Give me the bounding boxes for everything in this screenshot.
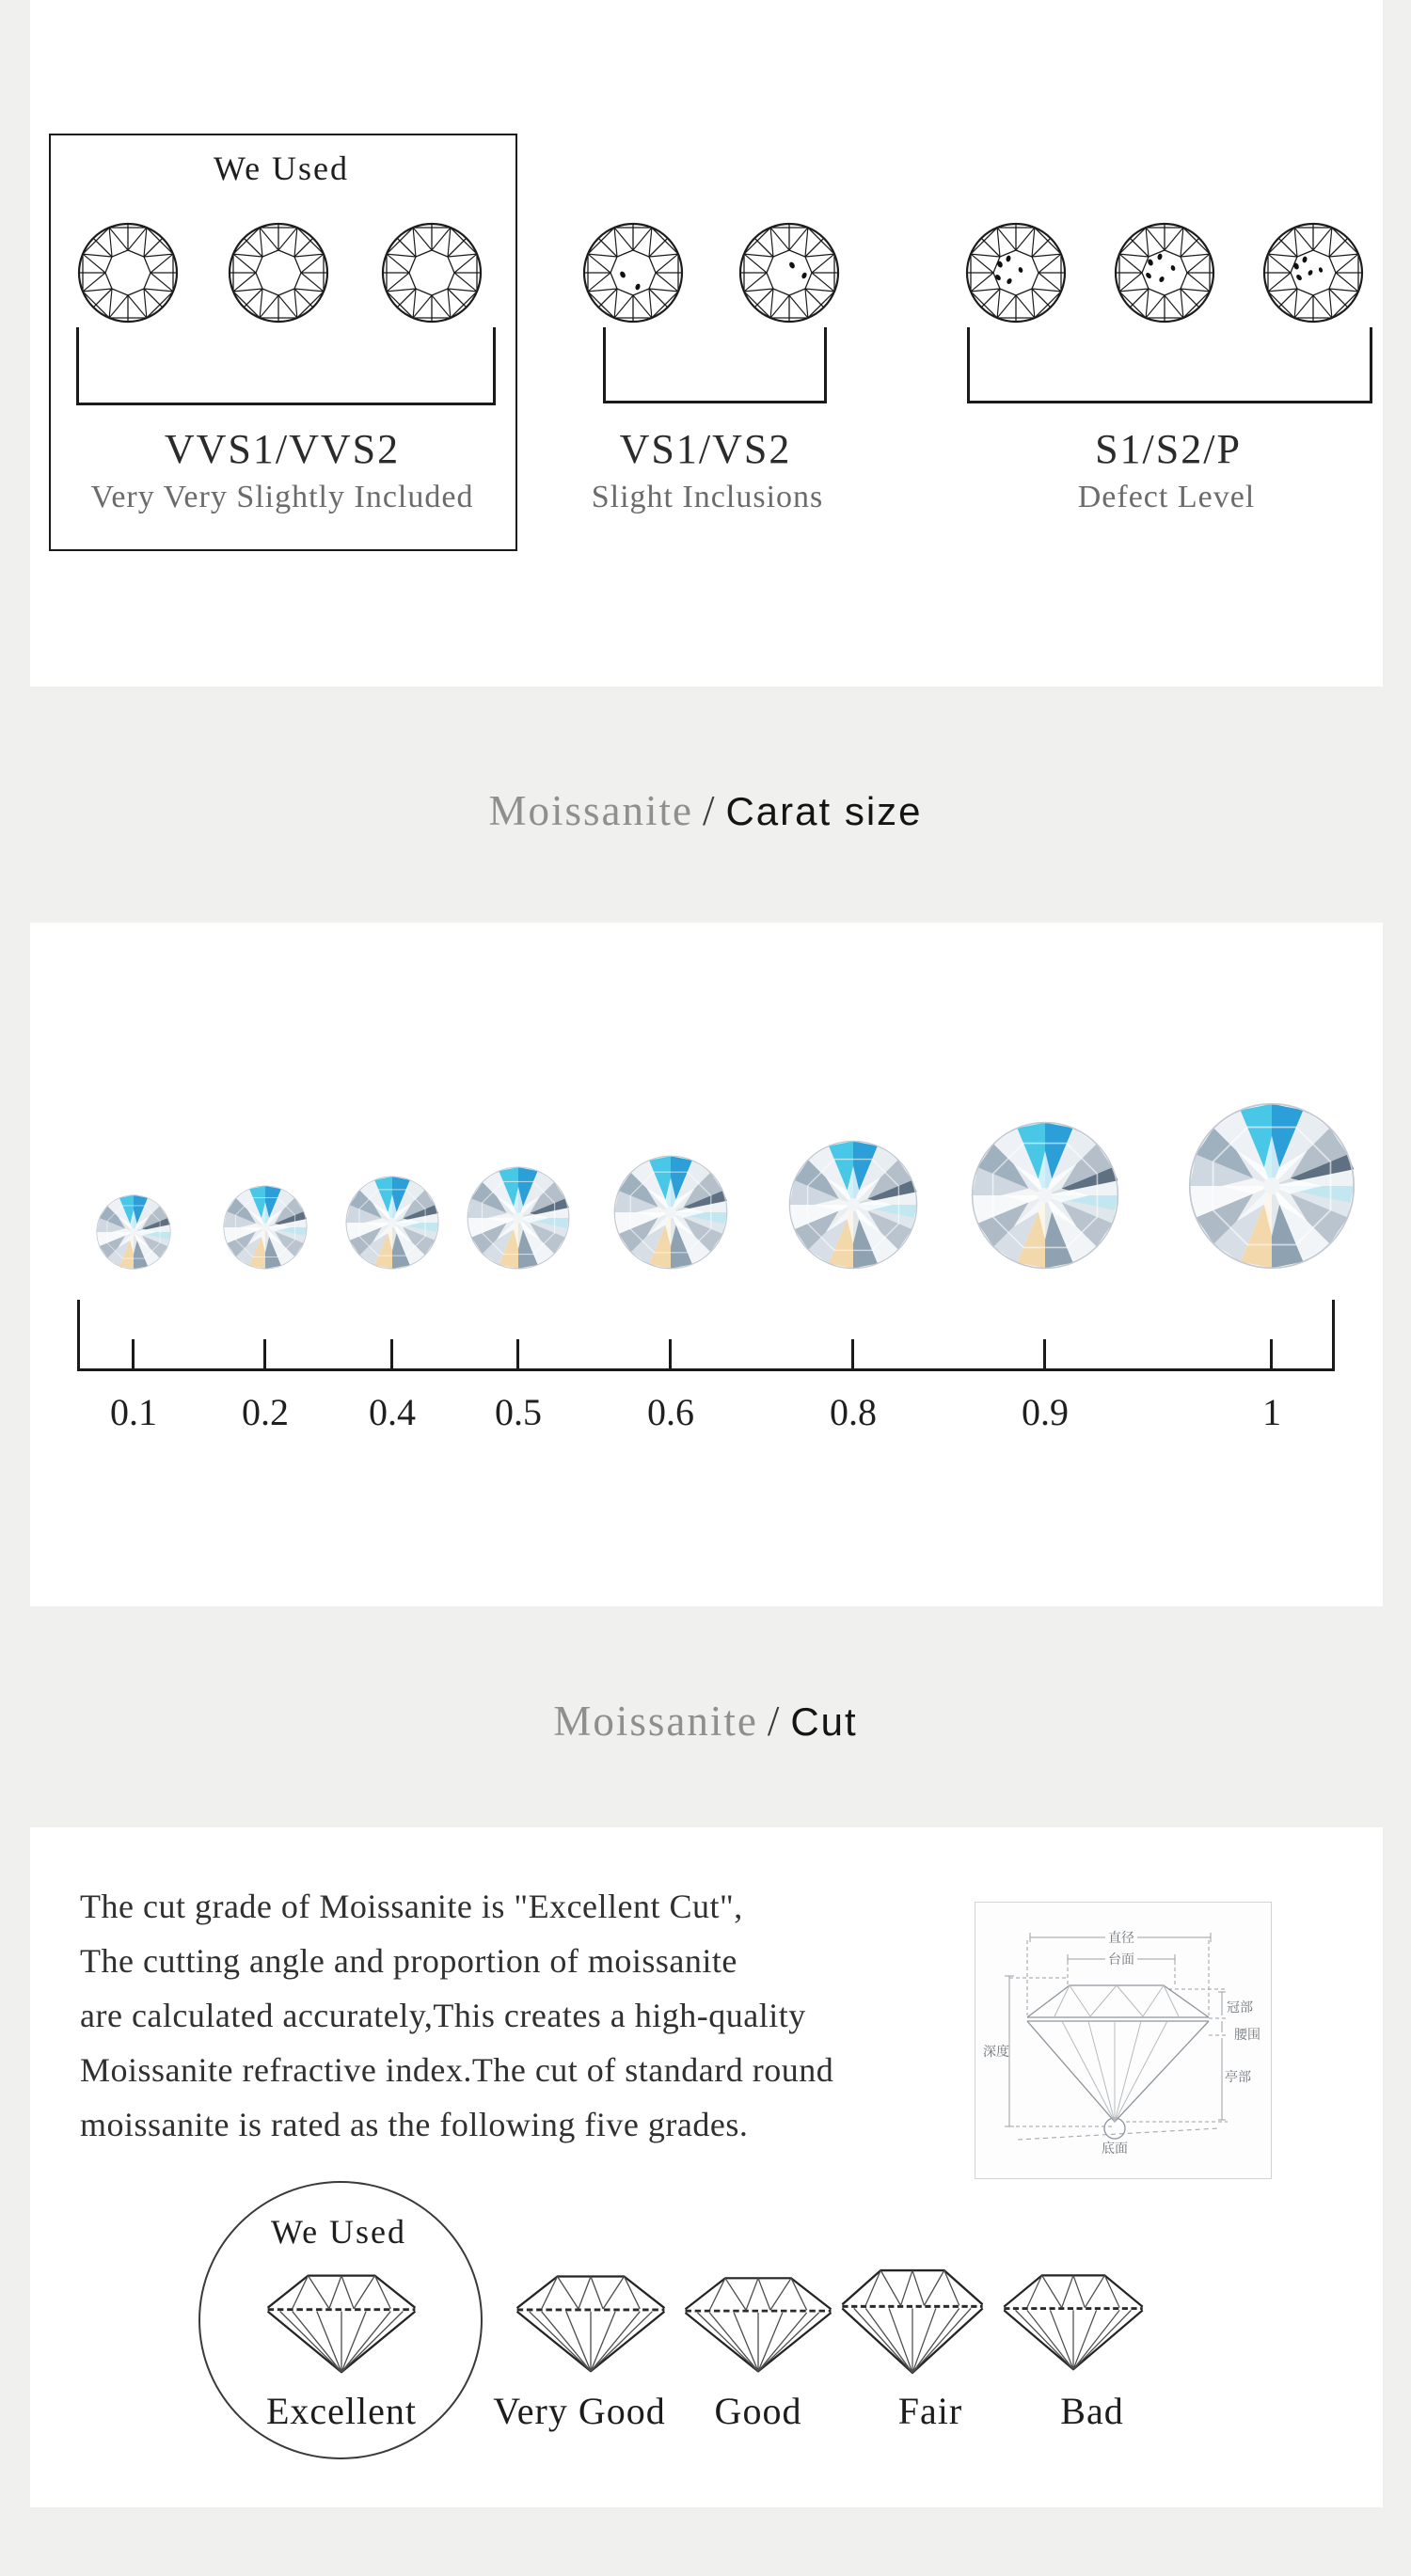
diagram-label-culet: 底面: [1102, 2141, 1128, 2156]
carat-value-label: 0.4: [369, 1391, 416, 1433]
clarity-grade-description-vvs: Very Very Slightly Included: [90, 480, 474, 514]
cut-paragraph-line: are calculated accurately,This creates a high-quality: [80, 1997, 806, 2034]
gem-image-0-6: [613, 1155, 728, 1270]
gem-image-0-2: [223, 1185, 308, 1270]
carat-ruler-tick: [669, 1339, 672, 1368]
cut-paragraph-line: moissanite is rated as the following five grades.: [80, 2106, 749, 2143]
diamond-top-view-vvs-3: [380, 221, 484, 324]
diamond-top-view-vvs-1: [76, 221, 180, 324]
we-used-label: We Used: [213, 150, 350, 187]
cut-grade-label-good: Good: [714, 2390, 802, 2432]
cut-grade-label-very-good: Very Good: [493, 2390, 666, 2432]
carat-value-label: 0.9: [1022, 1391, 1069, 1433]
carat-value-label: 0.5: [495, 1391, 542, 1433]
gem-image-0-4: [345, 1176, 439, 1270]
clarity-grade-label-s: S1/S2/P: [1095, 426, 1242, 472]
carat-value-label: 0.6: [647, 1391, 694, 1433]
cut-grade-diamond-very-good: [512, 2269, 670, 2375]
diagram-label-crown: 冠部: [1227, 1999, 1253, 2015]
heading-black-text: Carat size: [725, 789, 923, 833]
we-used-label-cut: We Used: [270, 2213, 407, 2251]
cut-grade-label-bad: Bad: [1060, 2390, 1124, 2432]
cut-grade-diamond-good: [680, 2271, 836, 2375]
cut-grade-diamond-bad: [999, 2268, 1148, 2373]
carat-value-label: 0.1: [110, 1391, 157, 1433]
diamond-top-view-vs-1: [581, 221, 685, 324]
carat-ruler-tick: [263, 1339, 266, 1368]
diamond-top-view-vs-2: [737, 221, 841, 324]
cut-paragraph-line: The cutting angle and proportion of moissanite: [80, 1942, 737, 1980]
cut-anatomy-diagram: [975, 1903, 1271, 2178]
carat-ruler-end-tick-right: [1332, 1300, 1335, 1371]
carat-ruler-tick: [516, 1339, 519, 1368]
clarity-bracket-vvs: [76, 327, 496, 405]
cut-grade-diamond-excellent: [262, 2268, 420, 2376]
clarity-bracket-vs: [603, 327, 827, 403]
diagram-label-table: 台面: [1108, 1952, 1134, 1967]
carat-ruler-end-tick-left: [77, 1300, 80, 1371]
diagram-label-girdle: 腰围: [1234, 2027, 1260, 2042]
diamond-top-view-s-3: [1261, 221, 1365, 324]
carat-ruler-tick: [1043, 1339, 1046, 1368]
section-heading-carat: [0, 786, 1411, 835]
diamond-top-view-s-2: [1113, 221, 1216, 324]
cut-diagram-box: [975, 1902, 1272, 2179]
carat-ruler-tick: [1270, 1339, 1273, 1368]
clarity-grade-label-vs: VS1/VS2: [619, 426, 792, 472]
heading-separator: /: [702, 787, 717, 834]
carat-value-label: 0.2: [242, 1391, 289, 1433]
gem-image-0-9: [971, 1121, 1119, 1270]
diamond-top-view-vvs-2: [227, 221, 330, 324]
cut-grade-label-excellent: Excellent: [265, 2390, 418, 2432]
carat-ruler-line: [77, 1368, 1335, 1371]
gem-image-0-1: [96, 1194, 171, 1270]
cut-grade-label-fair: Fair: [897, 2390, 963, 2432]
carat-ruler-tick: [390, 1339, 393, 1368]
carat-value-label: 0.8: [830, 1391, 877, 1433]
cut-paragraph-line: The cut grade of Moissanite is "Excellent Cut",: [80, 1888, 743, 1925]
carat-value-label: 1: [1262, 1391, 1281, 1433]
heading-gray-text: Moissanite: [488, 787, 693, 834]
heading-separator: /: [767, 1698, 782, 1745]
clarity-grade-description-s: Defect Level: [1077, 480, 1256, 514]
diamond-top-view-s-1: [964, 221, 1068, 324]
gem-image-1: [1188, 1102, 1356, 1270]
diagram-label-depth: 深度: [983, 2044, 1009, 2059]
gem-image-0-5: [467, 1166, 570, 1270]
gem-image-0-8: [788, 1140, 918, 1270]
section-heading-cut: [0, 1697, 1411, 1746]
diagram-label-pavilion: 亭部: [1225, 2069, 1251, 2084]
cut-paragraph-line: Moissanite refractive index.The cut of standard round: [80, 2051, 834, 2089]
carat-ruler-tick: [851, 1339, 854, 1368]
clarity-bracket-s: [967, 327, 1372, 403]
diagram-label-diameter: 直径: [1108, 1930, 1134, 1945]
heading-black-text: Cut: [790, 1699, 858, 1744]
heading-gray-text: Moissanite: [553, 1698, 758, 1745]
clarity-grade-description-vs: Slight Inclusions: [591, 480, 824, 514]
cut-grade-diamond-fair: [837, 2263, 988, 2377]
cut-paragraph: [80, 1879, 833, 2152]
clarity-grade-label-vvs: VVS1/VVS2: [164, 426, 401, 472]
carat-ruler-tick: [132, 1339, 135, 1368]
